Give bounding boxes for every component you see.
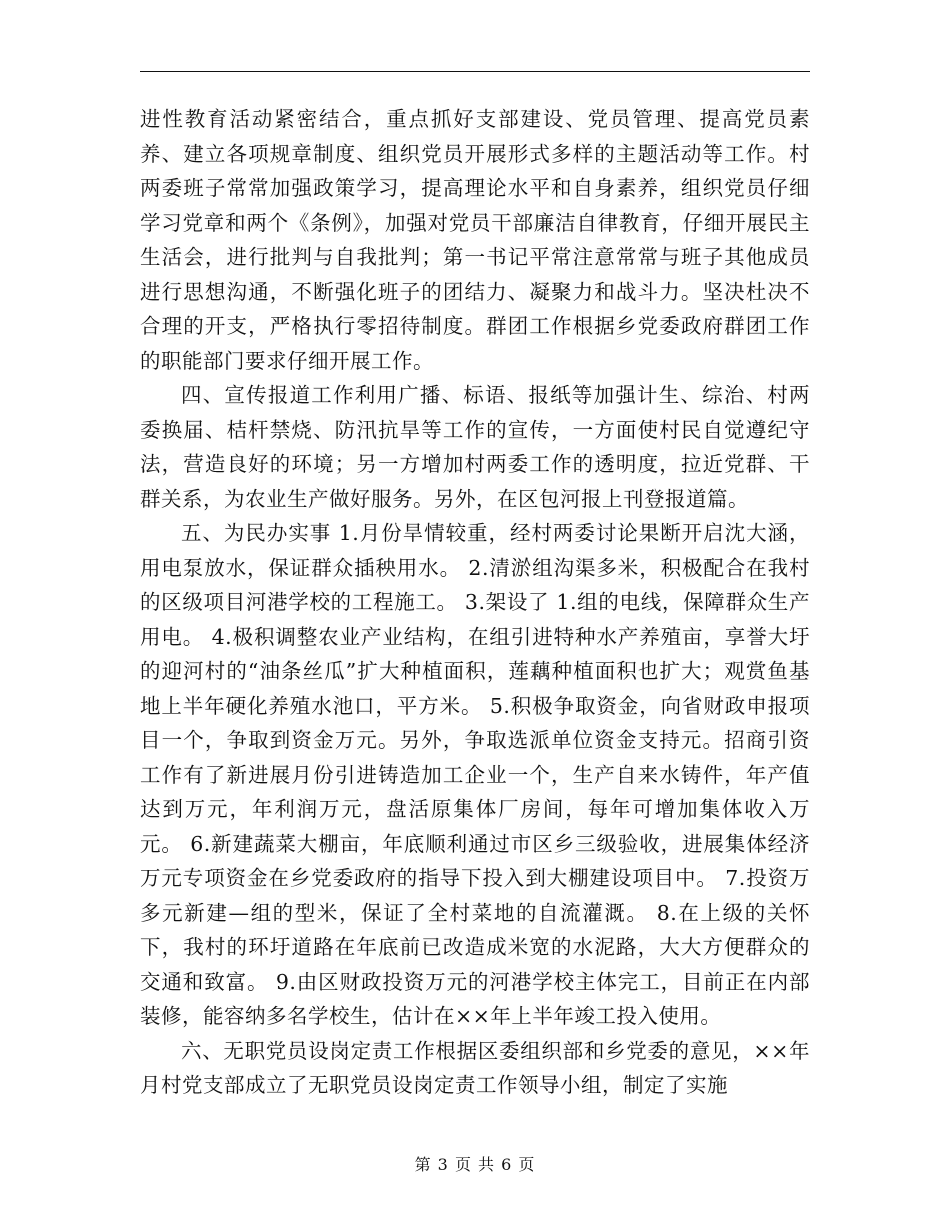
page-number: 第 3 页 共 6 页 bbox=[414, 1155, 536, 1174]
paragraph-practical-matters: 五、为民办实事 1.月份旱情较重，经村两委讨论果断开启沈大涵，用电泵放水，保证群众插秧用水。 2.清淤组沟渠多米，积极配合在我村的区级项目河港学校的工程施工。 3.架设了 1.组的电线，保障群众生产用电。 4.极积调整农业产业结构，在组引进特种水产养殖亩，享誉大圩的迎河村的“油条丝瓜”扩大种植面积，莲藕种植面积也扩大；观赏鱼基地上半年硬化养殖水池口，平方米。 5.积极争取资金，向省财政申报项目一个，争取到资金万元。另外，争取选派单位资金支持元。招商引资工作有了新进展月份引进铸造加工企业一个，生产自来水铸件，年产值达到万元，年利润万元，盘活原集体厂房间，每年可增加集体收入万元。 6.新建蔬菜大棚亩，年底顺利通过市区乡三级验收，进展集体经济万元专项资金在乡党委政府的指导下投入到大棚建设项目中。 7.投资万多元新建—组的型米，保证了全村菜地的自流灌溉。 8.在上级的关怀下，我村的环圩道路在年底前已改造成米宽的水泥路，大大方便群众的交通和致富。 9.由区财政投资万元的河港学校主体完工，目前正在内部装修，能容纳多名学校生，估计在××年上半年竣工投入使用。 bbox=[140, 521, 810, 1028]
paragraph-publicity: 四、宣传报道工作利用广播、标语、报纸等加强计生、综治、村两委换届、桔杆禁烧、防汛抗旱等工作的宣传，一方面使村民自觉遵纪守法，营造良好的环境；另一方增加村两委工作的透明度，拉近党群、干群关系，为农业生产做好服务。另外，在区包河报上刊登报道篇。 bbox=[140, 383, 810, 511]
paragraph-party-members: 六、无职党员设岗定责工作根据区委组织部和乡党委的意见，××年月村党支部成立了无职党员设岗定责工作领导小组，制定了实施 bbox=[140, 1038, 810, 1097]
header-rule bbox=[140, 71, 810, 72]
paragraph-continuation: 进性教育活动紧密结合，重点抓好支部建设、党员管理、提高党员素养、建立各项规章制度、组织党员开展形式多样的主题活动等工作。村两委班子常常加强政策学习，提高理论水平和自身素养，组织党员仔细学习党章和两个《条例》，加强对党员干部廉洁自律教育，仔细开展民主生活会，进行批判与自我批判；第一书记平常注意常常与班子其他成员进行思想沟通，不断强化班子的团结力、凝聚力和战斗力。坚决杜决不合理的开支，严格执行零招待制度。群团工作根据乡党委政府群团工作的职能部门要求仔细开展工作。 bbox=[140, 107, 810, 373]
document-body bbox=[140, 102, 810, 1103]
